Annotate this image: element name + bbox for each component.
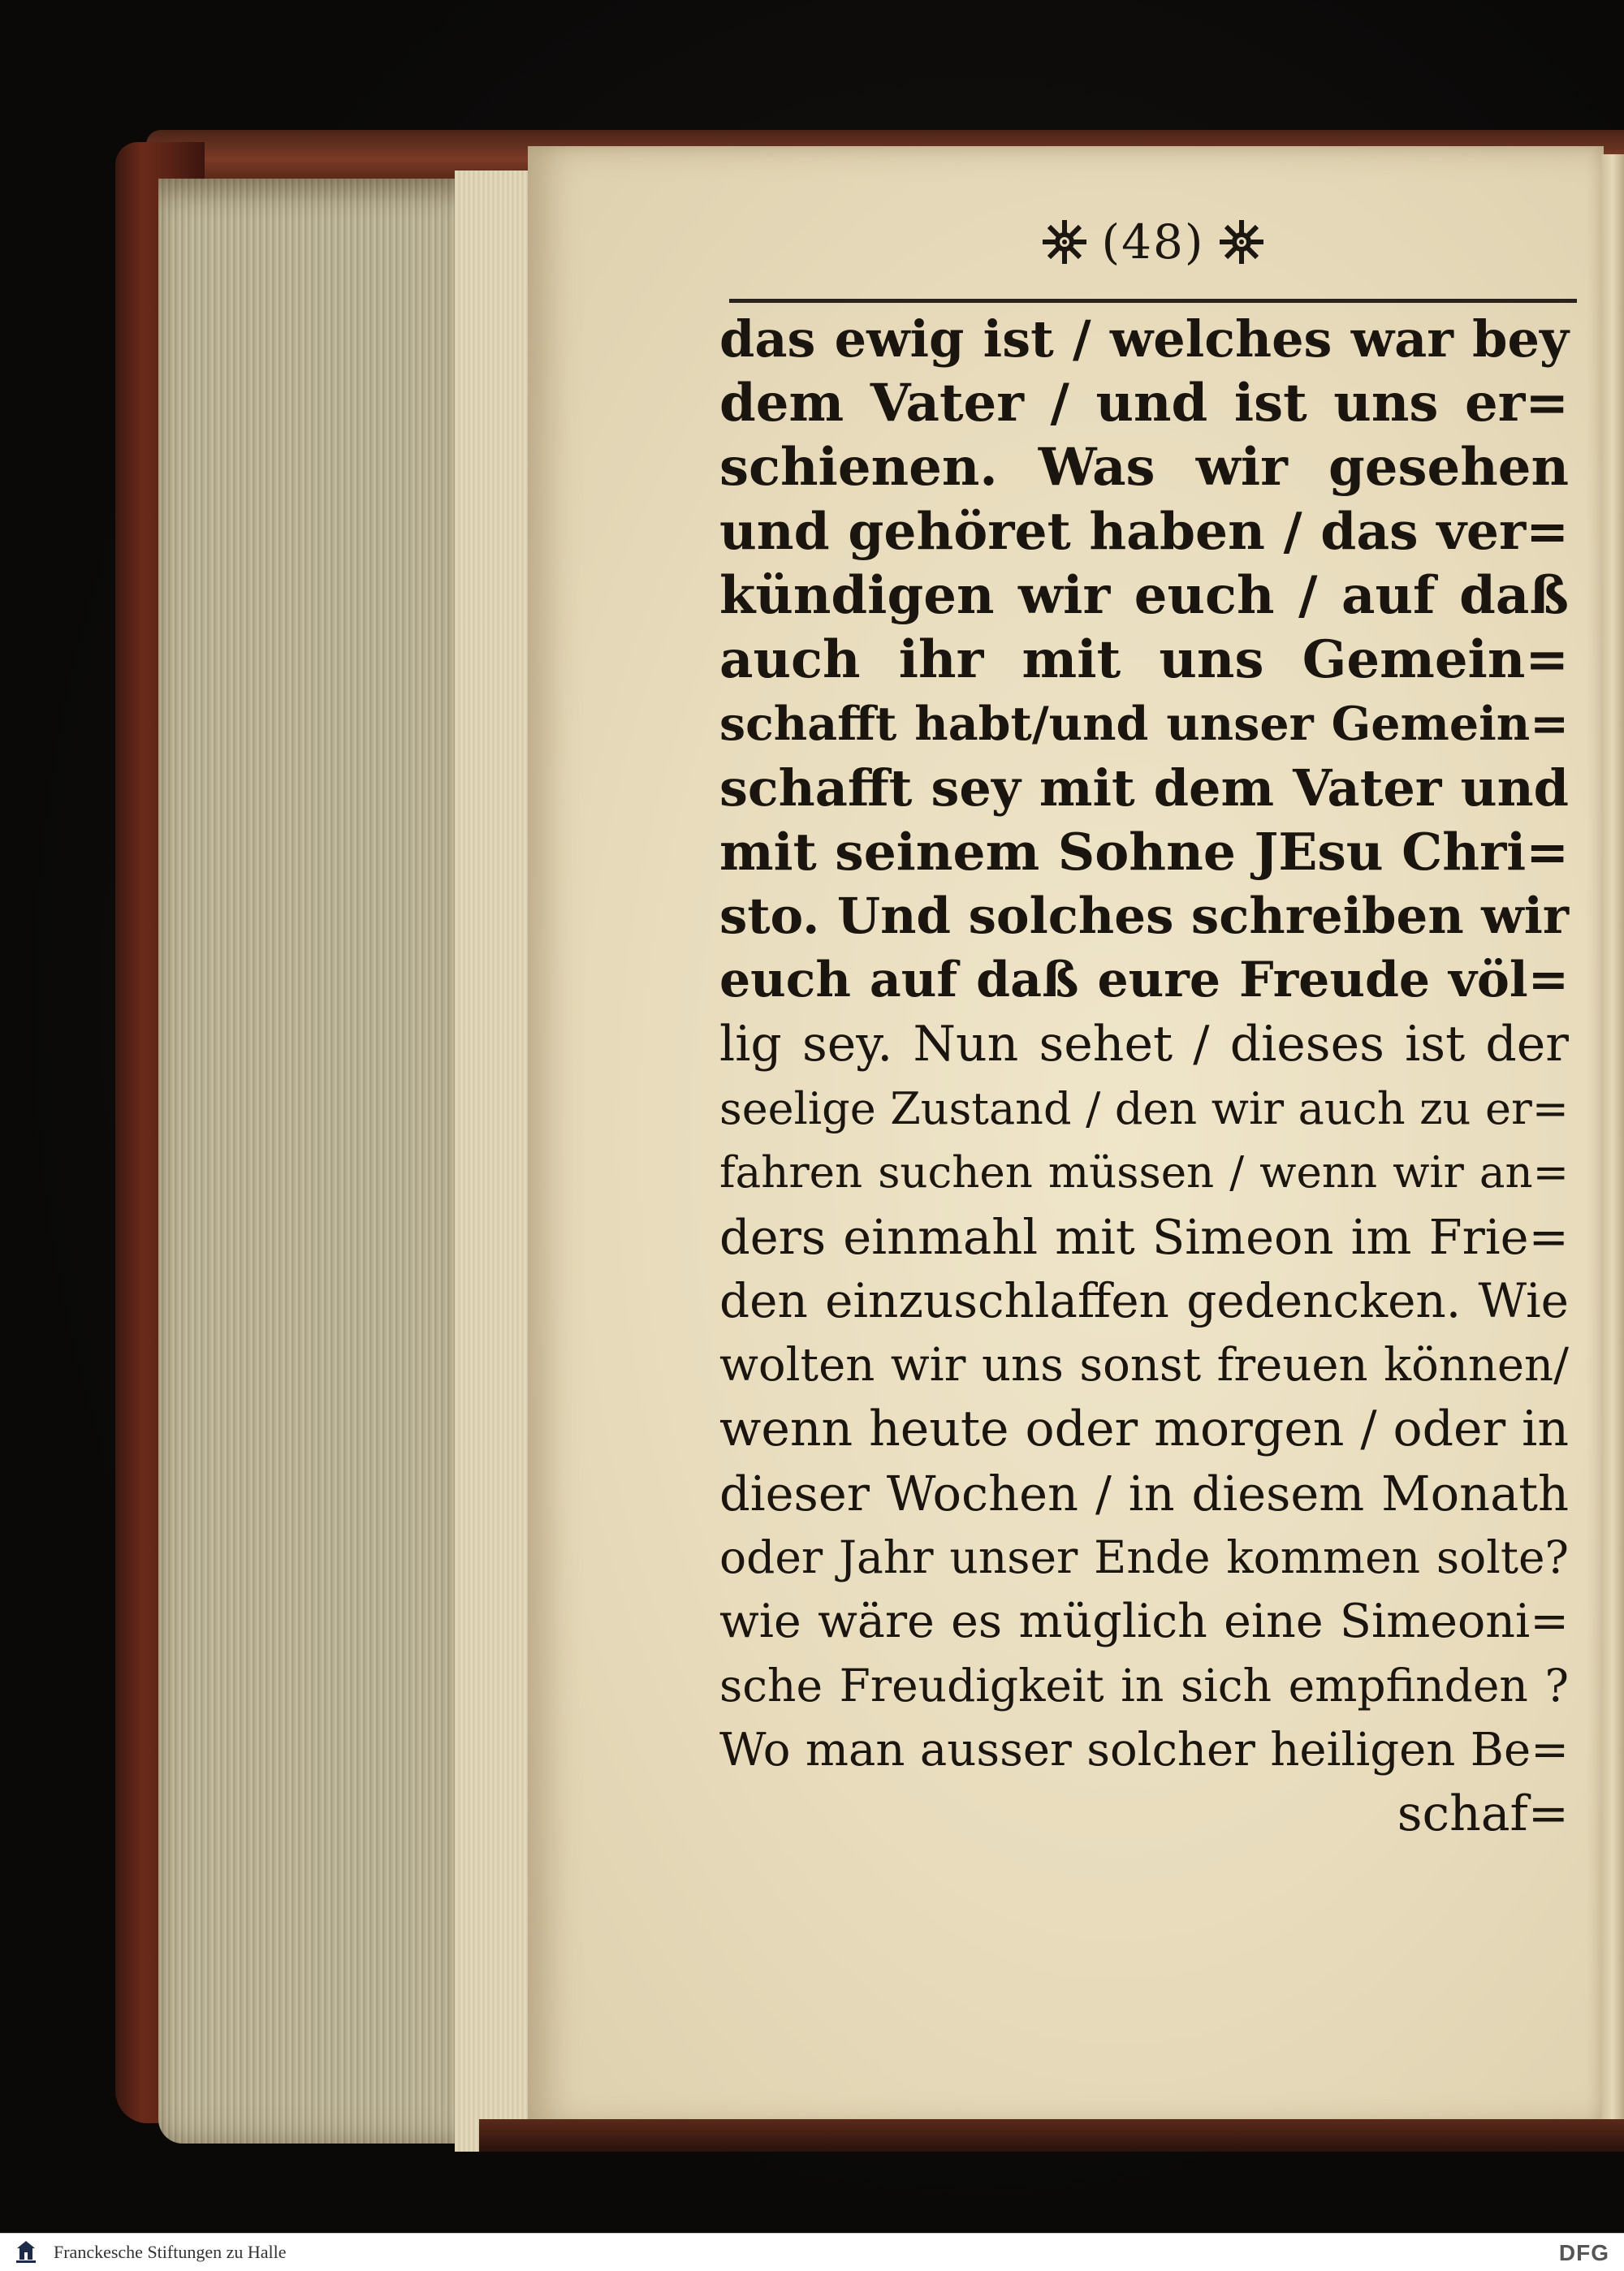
text-line: wolten wir uns sonst freuen können/	[719, 1339, 1569, 1392]
institution-logo-icon[interactable]	[10, 2236, 42, 2269]
text-line: den einzuschlaffen gedencken. Wie	[719, 1273, 1569, 1328]
ornament-icon	[1216, 217, 1267, 267]
text-line: sche Freudigkeit in sich empfinden ?	[719, 1660, 1569, 1712]
text-line: schienen. Was wir gesehen	[719, 437, 1569, 498]
text-line: lig sey. Nun sehet / dieses ist der	[719, 1016, 1569, 1073]
page-text	[719, 307, 1569, 1846]
text-line: euch auf daß eure Freude völ=	[719, 952, 1569, 1008]
text-line: fahren suchen müssen / wenn wir an=	[719, 1148, 1569, 1198]
text-line: Wo man ausser solcher heiligen Be=	[719, 1724, 1569, 1777]
catchword: schaf=	[1397, 1785, 1569, 1842]
book-cover-bottom	[479, 2119, 1624, 2152]
text-line: seelige Zustand / den wir auch zu er=	[719, 1083, 1569, 1134]
text-line: ders einmahl mit Simeon im Frie=	[719, 1209, 1569, 1265]
page-number: (48)	[1101, 214, 1205, 270]
dfg-logo[interactable]: DFG	[1558, 2240, 1609, 2265]
text-line: dem Vater / und ist uns er=	[719, 373, 1569, 434]
text-line: schafft habt/und unser Gemein=	[719, 697, 1569, 751]
text-line: kündigen wir euch / auf daß	[719, 565, 1569, 626]
building-icon	[12, 2239, 40, 2266]
text-line: schafft sey mit dem Vater und	[719, 758, 1569, 818]
page-block-edges	[158, 179, 499, 2144]
text-line: dieser Wochen / in diesem Monath	[719, 1466, 1569, 1522]
text-line: das ewig ist / welches war bey	[719, 309, 1569, 369]
ornament-icon	[1039, 217, 1090, 267]
header-rule	[729, 299, 1577, 303]
text-line: mit seinem Sohne JEsu Chri=	[719, 822, 1569, 882]
text-line: wie wäre es müglich eine Simeoni=	[719, 1595, 1569, 1648]
text-line: und gehöret haben / das ver=	[719, 501, 1569, 561]
facing-page-edge	[1601, 154, 1624, 2127]
text-line: auch ihr mit uns Gemein=	[719, 629, 1569, 690]
text-line: oder Jahr unser Ende kommen solte?	[719, 1531, 1569, 1583]
institution-name[interactable]: Franckesche Stiftungen zu Halle	[54, 2242, 287, 2262]
text-line: sto. Und solches schreiben wir	[719, 887, 1569, 945]
viewer-footer	[0, 2233, 1624, 2271]
text-line: wenn heute oder morgen / oder in	[719, 1401, 1569, 1457]
page-header	[1007, 209, 1299, 274]
